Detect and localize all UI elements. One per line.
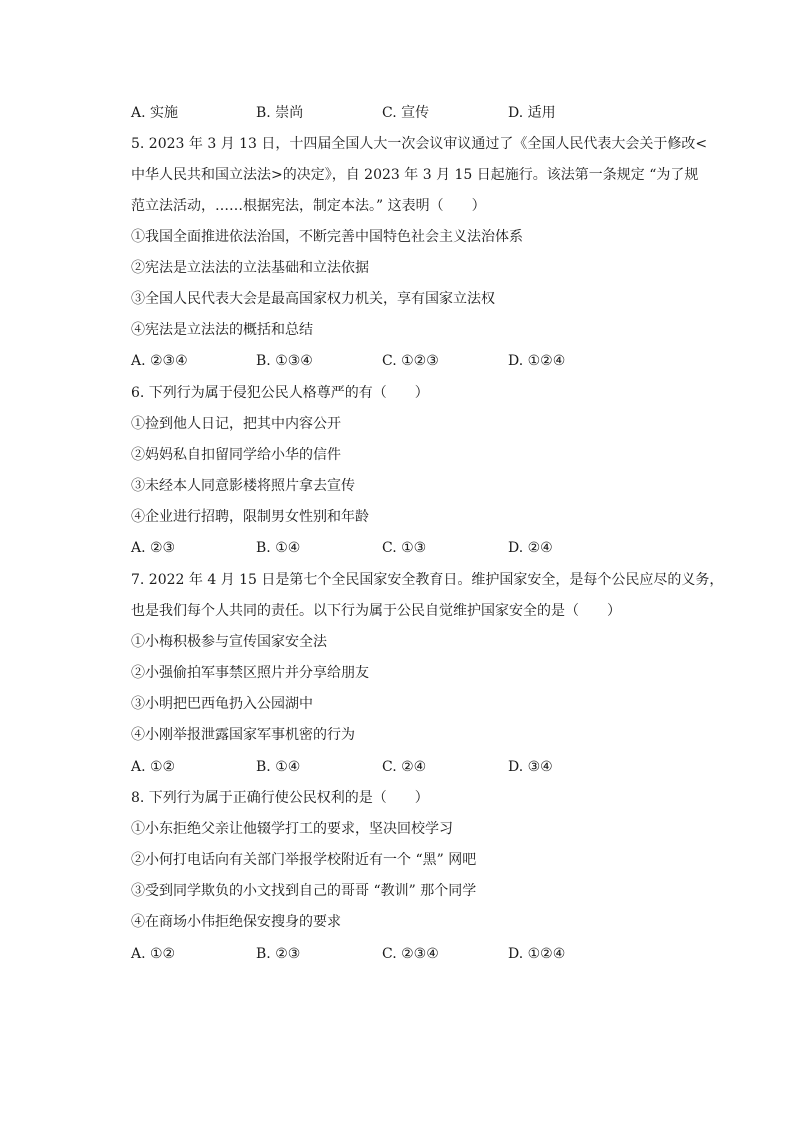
q6-option-b: B. ①④ <box>256 540 301 556</box>
q8-item-4: ④在商场小伟拒绝保安搜身的要求 <box>131 914 341 930</box>
q7-option-c: C. ②④ <box>382 759 427 775</box>
q5-option-c: C. ①②③ <box>382 353 439 369</box>
q5-option-b: B. ①③④ <box>256 353 313 369</box>
q7-item-1: ①小梅积极参与宣传国家安全法 <box>131 634 327 650</box>
q6-options <box>131 538 611 558</box>
q7-option-b: B. ①④ <box>256 759 301 775</box>
q6-item-4: ④企业进行招聘，限制男女性别和年龄 <box>131 509 369 525</box>
q8-item-2: ②小何打电话向有关部门举报学校附近有一个 “黑” 网吧 <box>131 852 477 868</box>
q6-item-1: ①捡到他人日记，把其中内容公开 <box>131 416 341 432</box>
q4-option-c: C. 宣传 <box>382 105 430 121</box>
q8-item-1: ①小东拒绝父亲让他辍学打工的要求，坚决回校学习 <box>131 821 453 837</box>
q8-options <box>131 944 611 964</box>
q5-item-4: ④宪法是立法法的概括和总结 <box>131 322 313 338</box>
q6-option-c: C. ①③ <box>382 540 427 556</box>
q8-stem-line-1: 8. 下列行为属于正确行使公民权利的是（ ） <box>131 790 429 806</box>
q7-option-a: A. ①② <box>131 759 176 775</box>
q5-stem-line-1: 5. 2023 年 3 月 13 日，十四届全国人大一次会议审议通过了《全国人民代表大会关于修改< <box>131 136 708 152</box>
q6-item-3: ③未经本人同意影楼将照片拿去宣传 <box>131 478 355 494</box>
q8-option-b: B. ②③ <box>256 946 301 962</box>
q7-options <box>131 757 611 777</box>
q4-option-b: B. 崇尚 <box>256 105 304 121</box>
q5-stem-line-2: 中华人民共和国立法法>的决定》，自 2023 年 3 月 15 日起施行。该法第一条规定 “为了规 <box>131 167 699 183</box>
q4-option-a: A. 实施 <box>131 105 179 121</box>
q5-item-1: ①我国全面推进依法治国，不断完善中国特色社会主义法治体系 <box>131 229 523 245</box>
q4-options <box>131 103 611 123</box>
q7-item-2: ②小强偷拍军事禁区照片并分享给朋友 <box>131 665 369 681</box>
q6-stem-line-1: 6. 下列行为属于侵犯公民人格尊严的有（ ） <box>131 385 429 401</box>
q5-options <box>131 351 611 371</box>
q5-item-3: ③全国人民代表大会是最高国家权力机关，享有国家立法权 <box>131 291 495 307</box>
q5-option-d: D. ①②④ <box>508 353 566 369</box>
q6-item-2: ②妈妈私自扣留同学给小华的信件 <box>131 447 341 463</box>
q8-option-a: A. ①② <box>131 946 176 962</box>
q6-option-d: D. ②④ <box>508 540 553 556</box>
q7-item-3: ③小明把巴西龟扔入公园湖中 <box>131 696 313 712</box>
q5-stem-line-3: 范立法活动，……根据宪法，制定本法。” 这表明（ ） <box>131 198 486 214</box>
q8-option-d: D. ①②④ <box>508 946 566 962</box>
q4-option-d: D. 适用 <box>508 105 556 121</box>
q7-item-4: ④小刚举报泄露国家军事机密的行为 <box>131 727 355 743</box>
q8-option-c: C. ②③④ <box>382 946 439 962</box>
q6-option-a: A. ②③ <box>131 540 176 556</box>
q5-item-2: ②宪法是立法法的立法基础和立法依据 <box>131 260 369 276</box>
q5-option-a: A. ②③④ <box>131 353 188 369</box>
q7-stem-line-1: 7. 2022 年 4 月 15 日是第七个全民国家安全教育日。维护国家安全，是每个公民应尽的义务， <box>131 572 724 588</box>
q7-stem-line-2: 也是我们每个人共同的责任。以下行为属于公民自觉维护国家安全的是（ ） <box>131 603 621 619</box>
q8-item-3: ③受到同学欺负的小文找到自己的哥哥 “教训” 那个同学 <box>131 883 477 899</box>
q7-option-d: D. ③④ <box>508 759 553 775</box>
